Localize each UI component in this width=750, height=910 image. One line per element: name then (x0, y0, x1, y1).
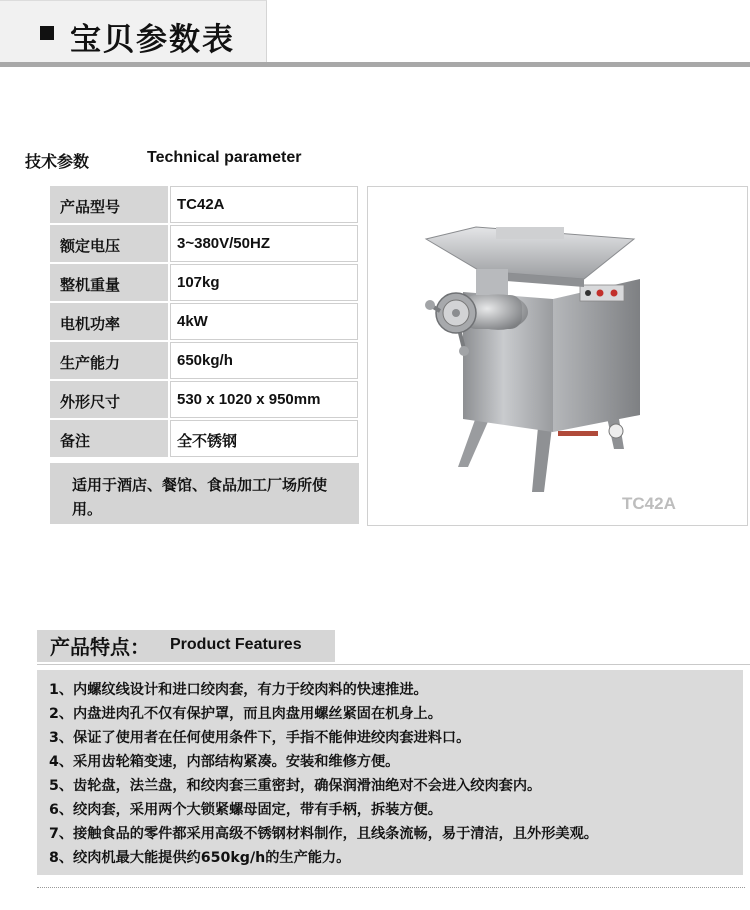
spec-row-model (50, 186, 358, 225)
feature-item: 2、内盘进肉孔不仅有保护罩，而且肉盘用螺丝紧固在机身上。 (49, 706, 442, 722)
meat-grinder-image (368, 187, 749, 527)
spec-label: 电机功率 (60, 315, 121, 333)
spec-label: 产品型号 (60, 198, 121, 216)
spec-row-remark (50, 420, 358, 459)
spec-label: 额定电压 (60, 237, 121, 255)
feature-item: 4、采用齿轮箱变速，内部结构紧凑。安装和维修方便。 (49, 754, 400, 770)
spec-label: 外形尺寸 (60, 393, 121, 411)
spec-row-voltage (50, 225, 358, 264)
dotted-divider (37, 887, 745, 888)
header-rule (0, 62, 750, 67)
spec-label: 整机重量 (60, 276, 121, 294)
feature-item: 7、接触食品的零件都采用高级不锈钢材料制作，且线条流畅，易于清洁，且外形美观。 (49, 826, 598, 842)
square-bullet-icon (40, 26, 54, 40)
spec-row-capacity (50, 342, 358, 381)
spec-label: 生产能力 (60, 354, 121, 372)
spec-row-weight (50, 264, 358, 303)
features-list (37, 670, 743, 875)
spec-value: 530 x 1020 x 950mm (177, 391, 321, 408)
feature-item: 3、保证了使用者在任何使用条件下，手指不能伸进绞肉套进料口。 (49, 730, 471, 746)
spec-value: 3~380V/50HZ (177, 235, 270, 252)
spec-row-power (50, 303, 358, 342)
product-image-frame (367, 186, 748, 526)
features-rule (37, 664, 750, 665)
product-model-caption: TC42A (622, 494, 676, 513)
spec-value: 650kg/h (177, 352, 233, 369)
feature-item: 1、内螺纹线设计和进口绞肉套，有力于绞肉料的快速推进。 (49, 682, 428, 698)
usage-note-text: 适用于酒店、餐馆、食品加工厂场所使用。 (72, 476, 328, 518)
spec-value: 全不锈钢 (177, 432, 238, 450)
features-title-en: Product Features (170, 636, 302, 653)
spec-row-dimensions (50, 381, 358, 420)
feature-item: 8、绞肉机最大能提供约650kg/h的生产能力。 (49, 850, 351, 866)
feature-item: 5、齿轮盘，法兰盘，和绞肉套三重密封，确保润滑油绝对不会进入绞肉套内。 (49, 778, 542, 794)
features-title-cn: 产品特点： (50, 635, 150, 659)
page-title: 宝贝参数表 (70, 22, 235, 58)
technical-label-cn: 技术参数 (25, 152, 90, 171)
spec-value: TC42A (177, 196, 225, 213)
spec-value: 4kW (177, 313, 208, 330)
technical-label-en: Technical parameter (147, 149, 302, 166)
feature-item: 6、绞肉套，采用两个大锁紧螺母固定，带有手柄，拆装方便。 (49, 802, 442, 818)
spec-table (50, 186, 358, 459)
spec-value: 107kg (177, 274, 220, 291)
spec-label: 备注 (60, 432, 91, 450)
usage-note (50, 463, 359, 524)
